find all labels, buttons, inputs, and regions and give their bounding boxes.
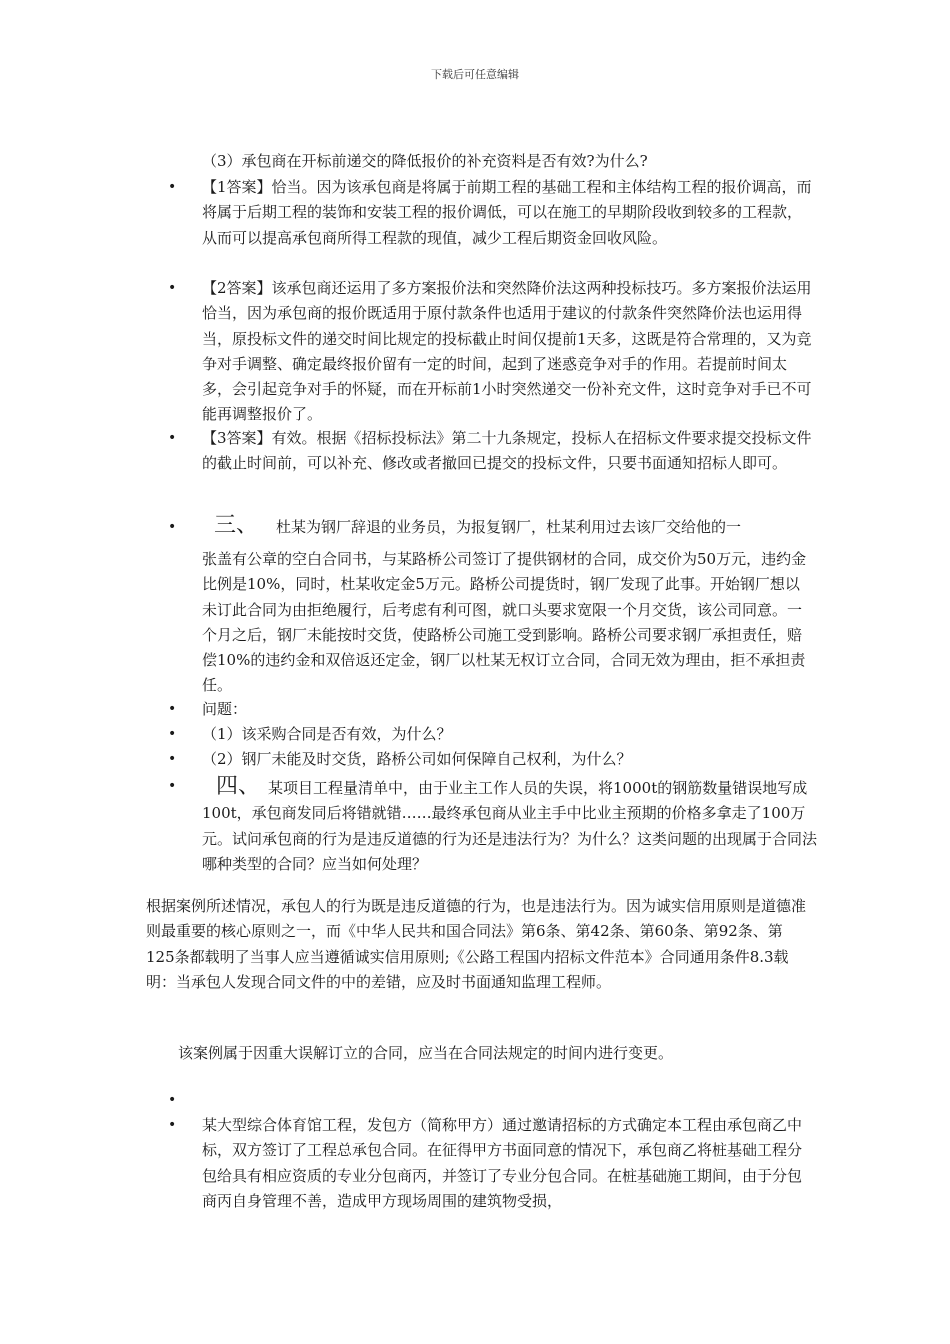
answer-3-text: 【3答案】有效。根据《招标投标法》第二十九条规定，投标人在招标文件要求提交投标文件的截止时间前，可以补充、修改或者撤回已提交的投标文件，只要书面通知招标人即可。 <box>202 429 812 473</box>
section-3-line1: 杜某为钢厂辞退的业务员，为报复钢厂，杜某利用过去该厂交给他的一 <box>276 518 742 536</box>
bullet-icon: • <box>168 751 177 767</box>
questions-label-item <box>168 697 818 723</box>
answer-2-text: 【2答案】该承包商还运用了多方案报价法和突然降价法这两种投标技巧。多方案报价法运用恰当，因为承包商的报价既适用于原付款条件也适用于建议的付款条件突然降价法也运用得当，原投标文件的递交时间比规定的投标截止时间仅提前1天多，这既是符合常理的，又为竞争对手调整、确定最终报价留有一定的时间，起到了迷惑竞争对手的作用。若提前时间太多，会引起竞争对手的怀疑，而在开标前1小时突然递交一份补充文件，这时竞争对手已不可能再调整报价了。 <box>202 279 812 424</box>
section-4-body: 某项目工程量清单中，由于业主工作人员的失误，将1000t的钢筋数量错误地写成100t，承包商发同后将错就错……最终承包商从业主手中比业主预期的价格多拿走了100万元。试问承包商的行为是违反道德的行为还是违法行为？为什么？这类问题的出现属于合同法哪种类型的合同？应当如何处理？ <box>202 779 818 873</box>
bullet-icon: • <box>168 519 177 535</box>
bullet-icon: • <box>168 430 177 446</box>
question-3-2: （2）钢厂未能及时交货，路桥公司如何保障自己权利，为什么？ <box>202 750 632 768</box>
answer-1-text: 【1答案】恰当。因为该承包商是将属于前期工程的基础工程和主体结构工程的报价调高，而将属于后期工程的装饰和安装工程的报价调低，可以在施工的早期阶段收到较多的工程款，从而可以提高承包商所得工程款的现值，减少工程后期资金回收风险。 <box>202 178 812 247</box>
question-3: （3）承包商在开标前递交的降低报价的补充资料是否有效?为什么? <box>202 152 648 170</box>
section-4-number: 四、 <box>216 774 261 799</box>
bullet-icon: • <box>168 280 177 296</box>
section-5-item <box>168 1113 818 1223</box>
bullet-icon: • <box>168 179 177 195</box>
section-5-text: 某大型综合体育馆工程，发包方（简称甲方）通过邀请招标的方式确定本工程由承包商乙中标，双方签订了工程总承包合同。在征得甲方书面同意的情况下，承包商乙将桩基础工程分包给具有相应资质的专业分包商丙，并签订了专业分包合同。在桩基础施工期间，由于分包商丙自身管理不善，造成甲方现场周围的建筑物受损， <box>202 1116 803 1210</box>
answer-2-item <box>168 276 818 426</box>
empty-bullet-item <box>168 1088 818 1114</box>
question-3-2-item <box>168 747 818 773</box>
questions-label: 问题： <box>202 700 248 718</box>
bullet-icon: • <box>168 1117 177 1133</box>
question-3-1-item <box>168 722 818 748</box>
bullet-icon: • <box>168 726 177 742</box>
bullet-icon: • <box>168 1092 177 1108</box>
page-header: 下载后可任意编辑 <box>431 68 519 81</box>
question-3-1: （1）该采购合同是否有效，为什么？ <box>202 725 452 743</box>
section-3-body: 张盖有公章的空白合同书，与某路桥公司签订了提供钢材的合同，成交价为50万元，违约金比例是10%，同时，杜某收定金5万元。路桥公司提货时，钢厂发现了此事。开始钢厂想以未订此合同为由拒绝履行，后考虑有利可图，就口头要求宽限一个月交货，该公司同意。一个月之后，钢厂未能按时交货，使路桥公司施工受到影响。路桥公司要求钢厂承担责任，赔偿10%的违约金和双倍返还定金，钢厂以杜某无权订立合同，合同无效为理由，拒不承担责任。 <box>202 550 807 695</box>
answer-4-paragraph: 根据案例所述情况，承包人的行为既是违反道德的行为，也是违法行为。因为诚实信用原则是道德准则最重要的核心原则之一，而《中华人民共和国合同法》第6条、第42条、第60条、第92条、第125条都载明了当事人应当遵循诚实信用原则;《公路工程国内招标文件范本》合同通用条件8.3载明：当承包人发现合同文件的中的差错，应及时书面通知监理工程师。 <box>146 897 807 991</box>
section-3-first-line <box>214 513 814 540</box>
answer-4b-paragraph: 该案例属于因重大误解订立的合同，应当在合同法规定的时间内进行变更。 <box>178 1044 674 1062</box>
answer-1-item <box>168 175 818 275</box>
section-3-number: 三、 <box>214 513 259 538</box>
bullet-icon: • <box>168 778 177 794</box>
bullet-icon: • <box>168 701 177 717</box>
section-4-text <box>202 774 818 877</box>
section-4-item <box>168 772 818 872</box>
section-3-item <box>168 515 818 695</box>
answer-3-item <box>168 426 818 502</box>
